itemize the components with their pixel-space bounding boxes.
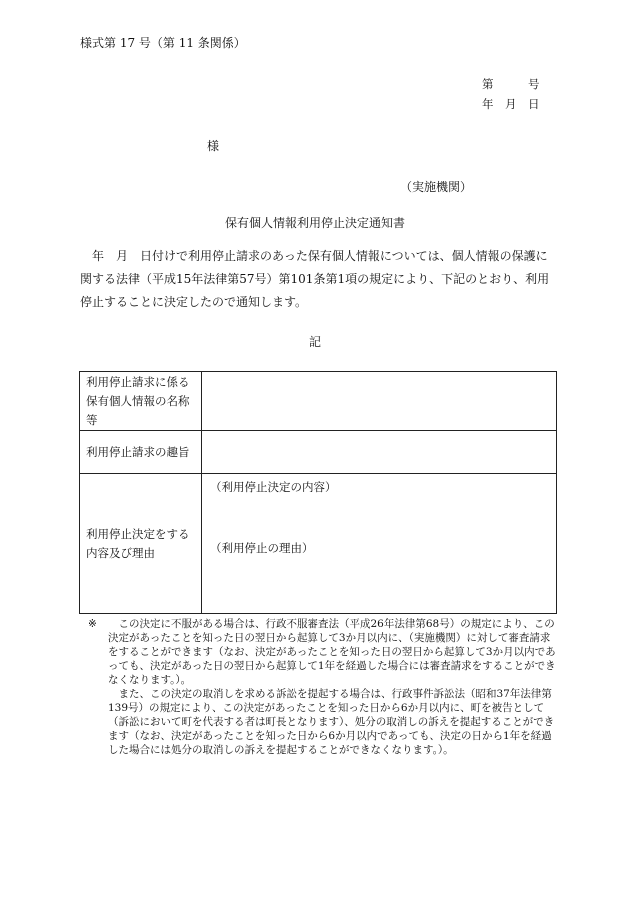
row-label-info-name: 利用停止請求に係る保有個人情報の名称等 (80, 372, 202, 431)
form-number: 様式第 17 号（第 11 条関係） (80, 36, 246, 50)
table-row (80, 431, 557, 474)
note-mark: ※ (88, 618, 97, 630)
row-label-decision-reason: 利用停止決定をする内容及び理由 (80, 474, 202, 614)
document-date: 年 月 日 (482, 97, 540, 111)
row-label-request-purpose: 利用停止請求の趣旨 (80, 431, 202, 474)
row-value-decision-reason (202, 474, 557, 614)
row-value-info-name (202, 372, 557, 431)
document-number: 第 号 (482, 77, 540, 91)
ki-heading: 記 (308, 335, 321, 349)
decision-content-label: （利用停止決定の内容） (210, 480, 337, 494)
note-lawsuit-text: また、この決定の取消しを求める訴訟を提起する場合は、行政事件訴訟法（昭和37年法律第139号）の規定により、この決定があったことを知った日から6か月以内に、町を被告として（訴訟において町を代表する者は町長となります）、処分の取消しの訴えを提起することができます（なお、決定があったことを知った日から6か月以内であっても、決定の日から1年を経過した場合には処分の取消しの訴えを提起することができなくなります。）。 (108, 688, 555, 756)
table-row (80, 474, 557, 614)
document-title: 保有個人情報利用停止決定通知書 (224, 216, 405, 230)
notes-section (88, 617, 558, 757)
addressee: 様 (207, 139, 220, 153)
issuing-agency: （実施機関） (400, 180, 473, 194)
details-table (79, 371, 557, 614)
note-appeal-text: この決定に不服がある場合は、行政不服審査法（平成26年法律第68号）の規定により、この決定があったことを知った日の翌日から起算して3か月以内に、（実施機関）に対して審査請求をすることができます（なお、決定があったことを知った日の翌日から起算して3か月以内であっても、決定があった日の翌日から起算して1年を経過した場合には審査請求をすることができなくなります。）。 (108, 618, 556, 686)
row-value-request-purpose (202, 431, 557, 474)
decision-reason-label: （利用停止の理由） (210, 541, 314, 555)
table-row (80, 372, 557, 431)
body-text: 年 月 日付けで利用停止請求のあった保有個人情報については、個人情報の保護に関する法律（平成15年法律第57号）第101条第1項の規定により、下記のとおり、利用停止することに決定したので通知します。 (80, 249, 550, 309)
